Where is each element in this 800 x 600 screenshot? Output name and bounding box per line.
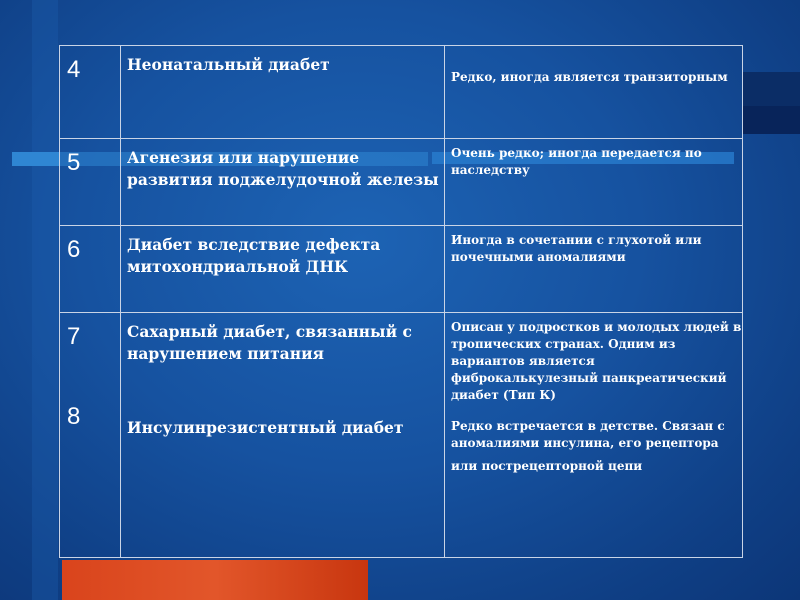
table-row xyxy=(60,46,743,139)
diabetes-type-name: Неонатальный диабет xyxy=(121,46,445,139)
decorative-orange-bar xyxy=(62,560,368,600)
background-vertical-stripe xyxy=(32,0,58,600)
row-number-8: 8 xyxy=(67,403,81,430)
diabetes-type-name-8: Инсулинрезистентный диабет xyxy=(127,418,404,437)
decorative-bar-left xyxy=(12,152,60,166)
table-row xyxy=(60,313,743,558)
diabetes-type-name-7: Сахарный диабет, связанный с нарушением питания xyxy=(127,322,412,363)
diabetes-type-name xyxy=(121,313,445,558)
diabetes-type-note: Иногда в сочетании с глухотой или почечными аномалиями xyxy=(445,226,743,313)
diabetes-type-note xyxy=(445,313,743,558)
decorative-block-darker xyxy=(742,106,800,134)
note-text-7: Описан у подростков и молодых людей в тропических странах. Одним из вариантов является фиброкалькулезный панкреатический диабет (Тип К) xyxy=(451,320,742,402)
diabetes-types-table xyxy=(59,45,743,558)
diabetes-type-name: Агенезия или нарушение развития поджелудочной железы xyxy=(121,139,445,226)
diabetes-type-note: Очень редко; иногда передается по наследству xyxy=(445,139,743,226)
row-number xyxy=(60,313,121,558)
note-text-8-continued: или пострецепторной цепи xyxy=(451,459,643,473)
note-text-8: Редко встречается в детстве. Связан с аномалиями инсулина, его рецептора xyxy=(451,419,725,450)
note-text: Редко, иногда является транзиторным xyxy=(451,70,728,84)
row-number: 5 xyxy=(60,139,121,226)
row-number: 4 xyxy=(60,46,121,139)
diabetes-type-note xyxy=(445,46,743,139)
table-row xyxy=(60,226,743,313)
row-number: 6 xyxy=(60,226,121,313)
row-number-7: 7 xyxy=(67,323,81,350)
table-row xyxy=(60,139,743,226)
diabetes-type-name: Диабет вследствие дефекта митохондриальной ДНК xyxy=(121,226,445,313)
